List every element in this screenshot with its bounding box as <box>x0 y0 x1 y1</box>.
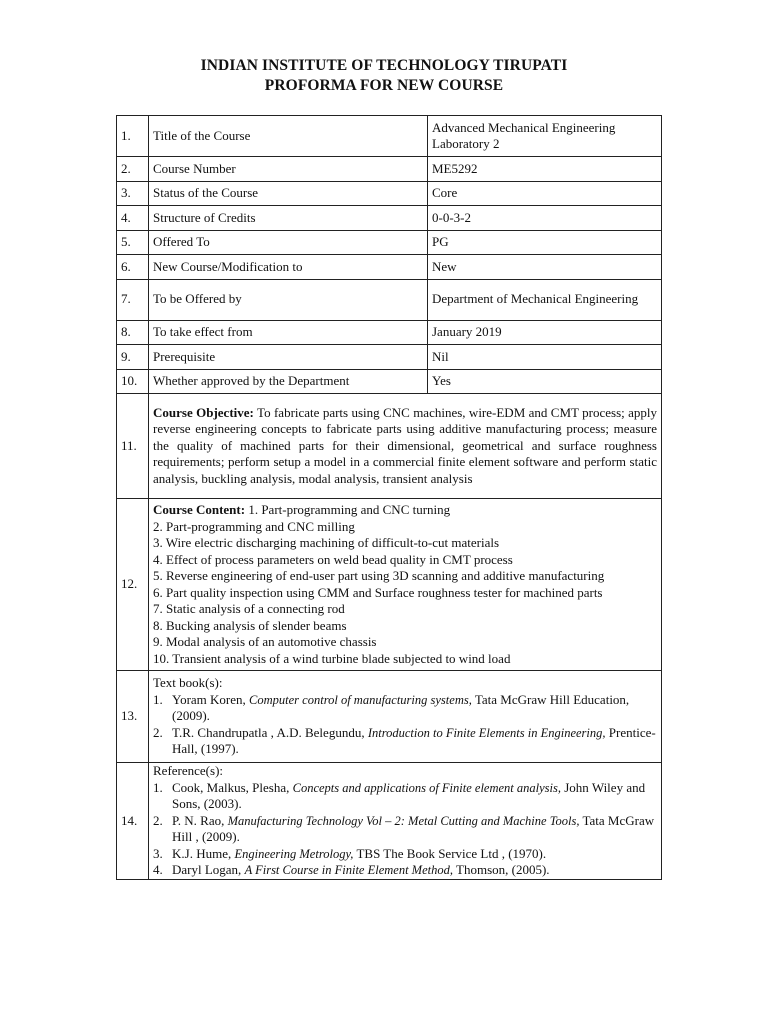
row-number: 8. <box>117 320 149 345</box>
list-item: 2. Part-programming and CNC milling <box>153 518 355 534</box>
list-item <box>153 692 657 725</box>
course-content-row <box>117 499 662 671</box>
course-objective-text: To fabricate parts using CNC machines, wire-EDM and CMT process; apply reverse engineering concepts to fabricate parts using additive manufacturing process; measure the quality of machined parts for their dimensional, geometrical and surface roughness requirements; perform setup a model in a commercial finite element software and perform static analysis, buckling analysis, modal analysis, transient analysis <box>153 404 658 486</box>
list-item <box>153 862 657 879</box>
row-value: Nil <box>428 345 662 370</box>
row-label: Prerequisite <box>149 345 428 370</box>
list-marker: 1. <box>153 691 163 707</box>
row-label: New Course/Modification to <box>149 255 428 280</box>
table-row <box>117 279 662 320</box>
list-item: 9. Modal analysis of an automotive chassis <box>153 634 377 649</box>
course-content-heading: Course Content: <box>153 502 246 517</box>
table-row <box>117 116 662 157</box>
book-authors: K.J. Hume, <box>172 845 232 861</box>
row-value: ME5292 <box>428 157 662 182</box>
list-marker: 4. <box>153 862 163 878</box>
textbooks-cell <box>149 671 662 763</box>
course-content-cell <box>149 499 662 671</box>
row-number: 13. <box>117 671 149 763</box>
course-objective-heading: Course Objective: <box>153 404 254 420</box>
book-title: Concepts and applications of Finite element analysis, <box>292 780 561 795</box>
list-item: 8. Bucking analysis of slender beams <box>153 617 347 633</box>
row-number: 10. <box>117 369 149 394</box>
row-number: 6. <box>117 255 149 280</box>
row-value: PG <box>428 230 662 255</box>
book-authors: Yoram Koren, <box>172 691 246 707</box>
book-publisher: Tata McGraw Hill , (2009). <box>172 812 655 845</box>
row-label: To be Offered by <box>149 279 428 320</box>
row-number: 2. <box>117 157 149 182</box>
list-marker: 3. <box>153 845 163 861</box>
row-label: Whether approved by the Department <box>149 369 428 394</box>
row-number: 14. <box>117 763 149 880</box>
row-number: 4. <box>117 206 149 231</box>
row-value: New <box>428 255 662 280</box>
table-row <box>117 369 662 394</box>
row-label: Structure of Credits <box>149 206 428 231</box>
book-authors: P. N. Rao, <box>172 812 225 828</box>
book-publisher: TBS The Book Service Ltd , (1970). <box>356 845 547 861</box>
row-number: 5. <box>117 230 149 255</box>
row-label: Offered To <box>149 230 428 255</box>
course-objective-row <box>117 394 662 499</box>
proforma-title: PROFORMA FOR NEW COURSE <box>264 77 504 94</box>
table-row <box>117 206 662 231</box>
list-item: 3. Wire electric discharging machining of difficult-to-cut materials <box>153 535 500 550</box>
book-title: A First Course in Finite Element Method, <box>244 863 453 878</box>
row-label: To take effect from <box>149 320 428 345</box>
list-item <box>153 725 657 758</box>
table-row <box>117 157 662 182</box>
textbooks-list <box>153 692 657 758</box>
row-value: Department of Mechanical Engineering <box>428 279 662 320</box>
list-item: 4. Effect of process parameters on weld bead quality in CMT process <box>153 551 513 567</box>
book-publisher: Tata McGraw Hill Education, (2009). <box>172 691 630 724</box>
row-label: Status of the Course <box>149 181 428 206</box>
row-number: 3. <box>117 181 149 206</box>
book-title: Engineering Metrology, <box>234 846 354 861</box>
row-value: 0-0-3-2 <box>428 206 662 231</box>
references-row <box>117 763 662 880</box>
list-item: 5. Reverse engineering of end-user part using 3D scanning and additive manufacturing <box>153 568 605 583</box>
list-marker: 2. <box>153 724 163 740</box>
row-label: Title of the Course <box>149 116 428 157</box>
table-row <box>117 181 662 206</box>
list-item: 6. Part quality inspection using CMM and Surface roughness tester for machined parts <box>153 584 603 600</box>
textbooks-row <box>117 671 662 763</box>
book-publisher: Prentice-Hall, (1997). <box>172 724 656 757</box>
document-header <box>0 56 768 96</box>
list-item: 10. Transient analysis of a wind turbine blade subjected to wind load <box>153 650 511 666</box>
table-row <box>117 345 662 370</box>
row-number: 9. <box>117 345 149 370</box>
references-heading: Reference(s): <box>153 763 224 779</box>
list-marker: 1. <box>153 779 163 795</box>
row-number: 1. <box>117 116 149 157</box>
row-number: 11. <box>117 394 149 499</box>
list-item: 7. Static analysis of a connecting rod <box>153 601 345 616</box>
book-authors: T.R. Chandrupatla , A.D. Belegundu, <box>172 724 365 740</box>
references-cell <box>149 763 662 880</box>
list-item <box>153 813 657 846</box>
table-row <box>117 255 662 280</box>
table-row <box>117 230 662 255</box>
row-value: January 2019 <box>428 320 662 345</box>
book-publisher: Thomson, (2005). <box>456 862 550 878</box>
book-authors: Cook, Malkus, Plesha, <box>172 779 290 795</box>
row-number: 7. <box>117 279 149 320</box>
row-label: Course Number <box>149 157 428 182</box>
book-publisher: John Wiley and Sons, (2003). <box>172 779 646 812</box>
book-title: Computer control of manufacturing systems, <box>249 692 472 707</box>
course-proforma-table <box>116 115 662 880</box>
list-marker: 2. <box>153 812 163 828</box>
book-authors: Daryl Logan, <box>172 862 242 878</box>
table-row <box>117 320 662 345</box>
list-item: 1. Part-programming and CNC turning <box>248 502 451 517</box>
row-value: Advanced Mechanical Engineering Laboratory 2 <box>428 116 662 157</box>
course-content-first-line <box>153 502 657 519</box>
list-item <box>153 780 657 813</box>
textbooks-heading: Text book(s): <box>153 675 223 691</box>
list-item <box>153 846 657 863</box>
row-number: 12. <box>117 499 149 671</box>
institute-title: INDIAN INSTITUTE OF TECHNOLOGY TIRUPATI <box>200 57 568 74</box>
row-value: Core <box>428 181 662 206</box>
course-objective-cell <box>149 394 662 499</box>
book-title: Manufacturing Technology Vol – 2: Metal Cutting and Machine Tools, <box>227 813 580 828</box>
references-list <box>153 780 657 879</box>
book-title: Introduction to Finite Elements in Engineering, <box>367 725 606 740</box>
row-value: Yes <box>428 369 662 394</box>
